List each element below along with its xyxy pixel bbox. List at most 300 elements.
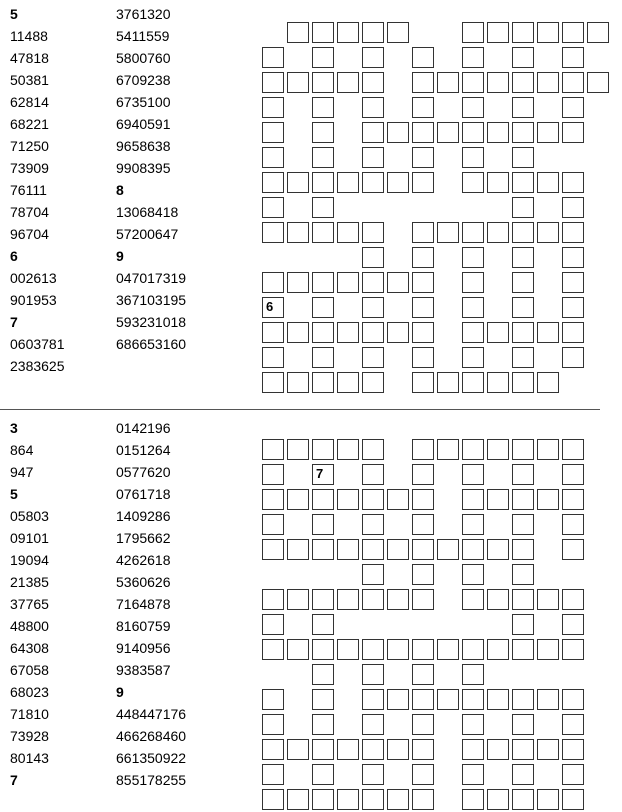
grid-cell[interactable] xyxy=(537,122,559,143)
grid-cell[interactable] xyxy=(537,72,559,93)
grid-cell[interactable] xyxy=(512,372,534,393)
grid-cell[interactable] xyxy=(387,539,409,560)
grid-cell[interactable] xyxy=(462,322,484,343)
grid-cell[interactable] xyxy=(362,47,384,68)
grid-cell[interactable] xyxy=(537,639,559,660)
grid-cell[interactable] xyxy=(312,439,334,460)
grid-cell[interactable] xyxy=(262,539,284,560)
grid-cell[interactable] xyxy=(262,439,284,460)
grid-cell[interactable] xyxy=(262,589,284,610)
grid-cell[interactable] xyxy=(362,539,384,560)
grid-cell[interactable] xyxy=(487,122,509,143)
puzzle-divider xyxy=(0,409,600,410)
grid-cell[interactable] xyxy=(562,347,584,368)
grid-cell[interactable] xyxy=(412,514,434,535)
grid-cell[interactable] xyxy=(412,72,434,93)
grid-cell[interactable] xyxy=(412,347,434,368)
grid-cell[interactable] xyxy=(362,372,384,393)
word-entry: 901953 xyxy=(10,292,57,308)
word-entry: 855178255 xyxy=(116,772,187,788)
grid-cell[interactable] xyxy=(287,222,309,243)
grid-cell[interactable] xyxy=(412,639,434,660)
grid-cell[interactable] xyxy=(487,639,509,660)
grid-cell[interactable] xyxy=(462,297,484,318)
grid-cell[interactable] xyxy=(562,689,584,710)
grid-cell[interactable] xyxy=(462,272,484,293)
word-entry: 9908395 xyxy=(116,160,171,176)
grid-cell[interactable] xyxy=(537,222,559,243)
grid-cell[interactable] xyxy=(462,564,484,585)
grid-cell[interactable] xyxy=(362,439,384,460)
grid-cell[interactable] xyxy=(487,222,509,243)
word-entry: 0142196 xyxy=(116,420,171,436)
grid-cell[interactable] xyxy=(512,72,534,93)
grid-cell[interactable] xyxy=(287,539,309,560)
word-entry: 37765 xyxy=(10,596,49,612)
grid-cell[interactable] xyxy=(362,172,384,193)
grid-cell[interactable] xyxy=(312,22,334,43)
grid-cell[interactable] xyxy=(462,714,484,735)
grid-cell[interactable] xyxy=(462,789,484,810)
grid-cell[interactable] xyxy=(512,222,534,243)
grid-cell[interactable] xyxy=(437,72,459,93)
grid-cell[interactable] xyxy=(362,589,384,610)
grid-cell[interactable] xyxy=(312,739,334,760)
grid-cell[interactable] xyxy=(512,464,534,485)
grid-cell[interactable] xyxy=(337,489,359,510)
grid-cell[interactable] xyxy=(312,614,334,635)
grid-cell[interactable] xyxy=(412,97,434,118)
grid-cell[interactable] xyxy=(262,47,284,68)
grid-cell[interactable] xyxy=(412,689,434,710)
grid-cell[interactable] xyxy=(462,664,484,685)
grid-cell[interactable] xyxy=(512,97,534,118)
grid-cell[interactable] xyxy=(462,47,484,68)
grid-cell[interactable] xyxy=(512,172,534,193)
grid-cell[interactable] xyxy=(262,739,284,760)
grid-cell[interactable] xyxy=(462,764,484,785)
grid-cell[interactable] xyxy=(362,664,384,685)
grid-cell[interactable] xyxy=(412,739,434,760)
grid-cell[interactable] xyxy=(337,372,359,393)
grid-cell[interactable] xyxy=(262,272,284,293)
grid-cell[interactable] xyxy=(262,764,284,785)
grid-cell[interactable] xyxy=(412,222,434,243)
grid-cell[interactable] xyxy=(337,172,359,193)
grid-cell[interactable] xyxy=(412,47,434,68)
grid-cell[interactable] xyxy=(462,122,484,143)
grid-cell[interactable] xyxy=(362,22,384,43)
grid-cell[interactable] xyxy=(362,764,384,785)
grid-cell[interactable] xyxy=(512,614,534,635)
word-entry: 68221 xyxy=(10,116,49,132)
grid-cell[interactable] xyxy=(287,589,309,610)
grid-cell[interactable] xyxy=(262,147,284,168)
grid-cell[interactable] xyxy=(262,639,284,660)
grid-cell[interactable] xyxy=(412,147,434,168)
grid-cell[interactable] xyxy=(337,22,359,43)
grid-cell[interactable] xyxy=(462,464,484,485)
grid-cell[interactable] xyxy=(412,589,434,610)
word-entry: 0151264 xyxy=(116,442,171,458)
grid-cell[interactable] xyxy=(262,372,284,393)
grid-cell[interactable] xyxy=(362,297,384,318)
grid-cell[interactable] xyxy=(562,47,584,68)
grid-cell[interactable] xyxy=(362,489,384,510)
grid-cell[interactable] xyxy=(362,464,384,485)
word-entry: 62814 xyxy=(10,94,49,110)
grid-cell[interactable] xyxy=(537,789,559,810)
grid-cell[interactable] xyxy=(462,589,484,610)
grid-cell[interactable] xyxy=(262,614,284,635)
grid-cell[interactable] xyxy=(412,172,434,193)
grid-cell[interactable] xyxy=(487,372,509,393)
word-entry: 367103195 xyxy=(116,292,187,308)
grid-cell[interactable] xyxy=(512,714,534,735)
grid-cell[interactable] xyxy=(412,122,434,143)
grid-cell[interactable] xyxy=(562,589,584,610)
grid-cell[interactable] xyxy=(462,739,484,760)
grid-cell[interactable] xyxy=(512,347,534,368)
grid-cell[interactable] xyxy=(262,172,284,193)
grid-cell[interactable] xyxy=(512,764,534,785)
word-entry: 0577620 xyxy=(116,464,171,480)
grid-cell[interactable] xyxy=(312,589,334,610)
grid-cell[interactable] xyxy=(512,539,534,560)
word-entry: 686653160 xyxy=(116,336,187,352)
grid-cell[interactable] xyxy=(262,789,284,810)
word-entry: 593231018 xyxy=(116,314,187,330)
grid-cell[interactable] xyxy=(487,322,509,343)
grid-cell[interactable] xyxy=(312,197,334,218)
grid-cell[interactable] xyxy=(562,714,584,735)
puzzle1-word-list-col2 xyxy=(116,3,186,355)
grid-cell[interactable] xyxy=(312,47,334,68)
grid-cell[interactable] xyxy=(287,22,309,43)
grid-cell[interactable] xyxy=(487,489,509,510)
grid-cell[interactable] xyxy=(512,564,534,585)
grid-cell[interactable] xyxy=(387,689,409,710)
grid-cell[interactable] xyxy=(537,322,559,343)
grid-cell[interactable] xyxy=(262,322,284,343)
grid-cell[interactable] xyxy=(512,489,534,510)
grid-cell[interactable] xyxy=(412,322,434,343)
grid-cell[interactable] xyxy=(537,172,559,193)
grid-cell[interactable] xyxy=(562,172,584,193)
grid-cell[interactable] xyxy=(312,539,334,560)
grid-cell[interactable] xyxy=(562,514,584,535)
word-entry: 9383587 xyxy=(116,662,171,678)
grid-cell[interactable] xyxy=(562,639,584,660)
grid-cell[interactable] xyxy=(512,247,534,268)
grid-cell[interactable] xyxy=(312,347,334,368)
grid-cell[interactable] xyxy=(412,439,434,460)
grid-cell[interactable] xyxy=(487,172,509,193)
grid-cell[interactable] xyxy=(437,539,459,560)
grid-cell[interactable] xyxy=(287,372,309,393)
grid-cell[interactable] xyxy=(362,347,384,368)
grid-cell[interactable] xyxy=(362,322,384,343)
grid-cell[interactable] xyxy=(337,639,359,660)
grid-cell[interactable] xyxy=(562,539,584,560)
grid-cell[interactable] xyxy=(512,739,534,760)
grid-cell[interactable] xyxy=(462,689,484,710)
grid-cell[interactable] xyxy=(537,739,559,760)
grid-cell[interactable] xyxy=(387,272,409,293)
grid-cell[interactable] xyxy=(562,122,584,143)
grid-cell[interactable] xyxy=(562,197,584,218)
grid-cell[interactable] xyxy=(562,739,584,760)
grid-cell[interactable] xyxy=(362,97,384,118)
grid-cell[interactable] xyxy=(287,739,309,760)
grid-cell[interactable] xyxy=(562,764,584,785)
grid-cell[interactable] xyxy=(362,272,384,293)
grid-cell[interactable] xyxy=(562,297,584,318)
grid-cell[interactable] xyxy=(312,639,334,660)
grid-cell[interactable] xyxy=(387,122,409,143)
grid-cell[interactable] xyxy=(462,372,484,393)
grid-cell[interactable] xyxy=(512,689,534,710)
length-header: 7 xyxy=(10,314,18,330)
grid-cell[interactable] xyxy=(437,439,459,460)
grid-cell[interactable] xyxy=(337,222,359,243)
grid-cell[interactable] xyxy=(562,322,584,343)
grid-cell[interactable] xyxy=(487,739,509,760)
grid-cell[interactable] xyxy=(512,22,534,43)
grid-cell[interactable] xyxy=(262,97,284,118)
word-entry: 6709238 xyxy=(116,72,171,88)
grid-cell[interactable] xyxy=(587,72,609,93)
word-entry: 8160759 xyxy=(116,618,171,634)
grid-cell[interactable] xyxy=(312,297,334,318)
word-entry: 5360626 xyxy=(116,574,171,590)
grid-cell[interactable] xyxy=(462,97,484,118)
length-header: 3 xyxy=(10,420,18,436)
grid-cell[interactable] xyxy=(462,72,484,93)
grid-cell[interactable] xyxy=(312,514,334,535)
grid-cell[interactable] xyxy=(387,172,409,193)
grid-cell[interactable] xyxy=(512,297,534,318)
grid-cell[interactable] xyxy=(537,589,559,610)
grid-cell[interactable] xyxy=(337,589,359,610)
grid-cell[interactable] xyxy=(262,222,284,243)
grid-cell[interactable] xyxy=(512,639,534,660)
grid-cell[interactable] xyxy=(412,489,434,510)
grid-cell[interactable] xyxy=(562,222,584,243)
grid-cell[interactable] xyxy=(387,639,409,660)
grid-cell[interactable] xyxy=(412,714,434,735)
grid-cell[interactable] xyxy=(562,72,584,93)
grid-cell[interactable] xyxy=(537,22,559,43)
grid-cell[interactable] xyxy=(537,489,559,510)
grid-cell[interactable] xyxy=(312,714,334,735)
grid-cell[interactable] xyxy=(387,22,409,43)
grid-cell[interactable] xyxy=(362,514,384,535)
grid-cell[interactable] xyxy=(362,714,384,735)
grid-cell[interactable] xyxy=(562,464,584,485)
grid-cell[interactable] xyxy=(287,322,309,343)
grid-cell[interactable] xyxy=(362,564,384,585)
grid-cell[interactable] xyxy=(287,72,309,93)
word-entry: 05803 xyxy=(10,508,49,524)
grid-cell[interactable] xyxy=(437,222,459,243)
grid-cell[interactable] xyxy=(562,272,584,293)
word-entry: 64308 xyxy=(10,640,49,656)
grid-cell[interactable] xyxy=(262,197,284,218)
grid-cell[interactable] xyxy=(537,372,559,393)
grid-cell[interactable] xyxy=(387,589,409,610)
grid-cell[interactable] xyxy=(462,222,484,243)
grid-cell[interactable] xyxy=(462,147,484,168)
word-entry: 864 xyxy=(10,442,34,458)
grid-cell[interactable] xyxy=(287,489,309,510)
grid-cell[interactable] xyxy=(412,297,434,318)
grid-cell[interactable] xyxy=(462,489,484,510)
grid-cell[interactable] xyxy=(312,122,334,143)
grid-cell[interactable] xyxy=(512,514,534,535)
grid-cell[interactable] xyxy=(562,614,584,635)
grid-cell[interactable] xyxy=(512,122,534,143)
grid-cell[interactable] xyxy=(287,272,309,293)
grid-cell[interactable] xyxy=(312,172,334,193)
word-entry: 7164878 xyxy=(116,596,171,612)
grid-cell[interactable] xyxy=(562,439,584,460)
grid-cell[interactable] xyxy=(462,247,484,268)
grid-cell[interactable] xyxy=(412,247,434,268)
grid-cell[interactable] xyxy=(487,439,509,460)
grid-cell[interactable] xyxy=(362,122,384,143)
grid-cell[interactable] xyxy=(312,72,334,93)
grid-cell[interactable] xyxy=(312,147,334,168)
grid-cell[interactable] xyxy=(512,47,534,68)
grid-cell[interactable] xyxy=(462,172,484,193)
grid-cell[interactable] xyxy=(262,514,284,535)
grid-cell[interactable] xyxy=(512,272,534,293)
grid-cell[interactable] xyxy=(312,764,334,785)
grid-cell[interactable] xyxy=(562,489,584,510)
grid-cell[interactable] xyxy=(512,439,534,460)
grid-cell[interactable] xyxy=(437,122,459,143)
grid-cell[interactable] xyxy=(437,372,459,393)
grid-cell[interactable] xyxy=(437,639,459,660)
grid-cell[interactable] xyxy=(462,514,484,535)
grid-cell[interactable] xyxy=(312,372,334,393)
grid-cell[interactable] xyxy=(262,464,284,485)
grid-cell[interactable] xyxy=(562,22,584,43)
grid-cell[interactable] xyxy=(312,322,334,343)
grid-cell[interactable] xyxy=(312,97,334,118)
grid-cell[interactable] xyxy=(362,72,384,93)
grid-cell[interactable] xyxy=(262,297,284,318)
grid-cell[interactable] xyxy=(512,197,534,218)
grid-cell[interactable] xyxy=(487,589,509,610)
grid-cell[interactable] xyxy=(512,789,534,810)
grid-cell[interactable] xyxy=(337,539,359,560)
grid-cell[interactable] xyxy=(562,789,584,810)
grid-cell[interactable] xyxy=(387,322,409,343)
grid-cell[interactable] xyxy=(262,122,284,143)
grid-cell[interactable] xyxy=(337,272,359,293)
grid-cell[interactable] xyxy=(312,272,334,293)
grid-cell[interactable] xyxy=(412,564,434,585)
grid-cell[interactable] xyxy=(362,147,384,168)
grid-cell[interactable] xyxy=(412,764,434,785)
grid-cell[interactable] xyxy=(337,739,359,760)
word-entry: 002613 xyxy=(10,270,57,286)
grid-cell[interactable] xyxy=(362,689,384,710)
grid-cell[interactable] xyxy=(362,222,384,243)
grid-cell[interactable] xyxy=(287,439,309,460)
word-entry: 19094 xyxy=(10,552,49,568)
grid-cell[interactable] xyxy=(487,72,509,93)
grid-cell[interactable] xyxy=(437,689,459,710)
grid-cell[interactable] xyxy=(337,72,359,93)
grid-cell[interactable] xyxy=(287,639,309,660)
grid-cell[interactable] xyxy=(312,222,334,243)
word-entry: 11488 xyxy=(10,28,48,44)
grid-cell[interactable] xyxy=(337,439,359,460)
grid-cell[interactable] xyxy=(362,789,384,810)
grid-cell[interactable] xyxy=(412,372,434,393)
grid-cell[interactable] xyxy=(462,347,484,368)
grid-cell[interactable] xyxy=(362,247,384,268)
grid-cell[interactable] xyxy=(587,22,609,43)
grid-cell[interactable] xyxy=(487,789,509,810)
grid-cell[interactable] xyxy=(337,322,359,343)
grid-cell[interactable] xyxy=(387,739,409,760)
grid-cell[interactable] xyxy=(487,539,509,560)
grid-cell[interactable] xyxy=(287,172,309,193)
grid-cell[interactable] xyxy=(462,539,484,560)
grid-cell[interactable] xyxy=(337,789,359,810)
grid-cell[interactable] xyxy=(312,464,334,485)
grid-cell[interactable] xyxy=(462,439,484,460)
grid-cell[interactable] xyxy=(262,72,284,93)
grid-cell[interactable] xyxy=(412,464,434,485)
grid-cell[interactable] xyxy=(412,272,434,293)
grid-cell[interactable] xyxy=(312,664,334,685)
grid-cell[interactable] xyxy=(537,439,559,460)
grid-cell[interactable] xyxy=(262,489,284,510)
grid-cell[interactable] xyxy=(412,664,434,685)
grid-cell[interactable] xyxy=(512,147,534,168)
grid-cell[interactable] xyxy=(462,639,484,660)
grid-cell[interactable] xyxy=(362,639,384,660)
grid-cell[interactable] xyxy=(512,589,534,610)
grid-cell[interactable] xyxy=(387,489,409,510)
grid-cell[interactable] xyxy=(312,489,334,510)
grid-cell[interactable] xyxy=(487,22,509,43)
grid-cell[interactable] xyxy=(412,789,434,810)
grid-cell[interactable] xyxy=(512,322,534,343)
word-entry: 047017319 xyxy=(116,270,187,286)
grid-cell[interactable] xyxy=(462,22,484,43)
grid-cell[interactable] xyxy=(287,789,309,810)
grid-cell[interactable] xyxy=(562,247,584,268)
grid-cell[interactable] xyxy=(262,714,284,735)
grid-cell[interactable] xyxy=(487,689,509,710)
grid-cell[interactable] xyxy=(312,689,334,710)
word-entry: 5800760 xyxy=(116,50,171,66)
grid-cell[interactable] xyxy=(537,689,559,710)
grid-cell[interactable] xyxy=(412,539,434,560)
grid-cell[interactable] xyxy=(312,789,334,810)
grid-cell[interactable] xyxy=(262,689,284,710)
grid-cell[interactable] xyxy=(262,347,284,368)
grid-cell[interactable] xyxy=(387,789,409,810)
grid-cell[interactable] xyxy=(362,739,384,760)
grid-cell[interactable] xyxy=(562,97,584,118)
